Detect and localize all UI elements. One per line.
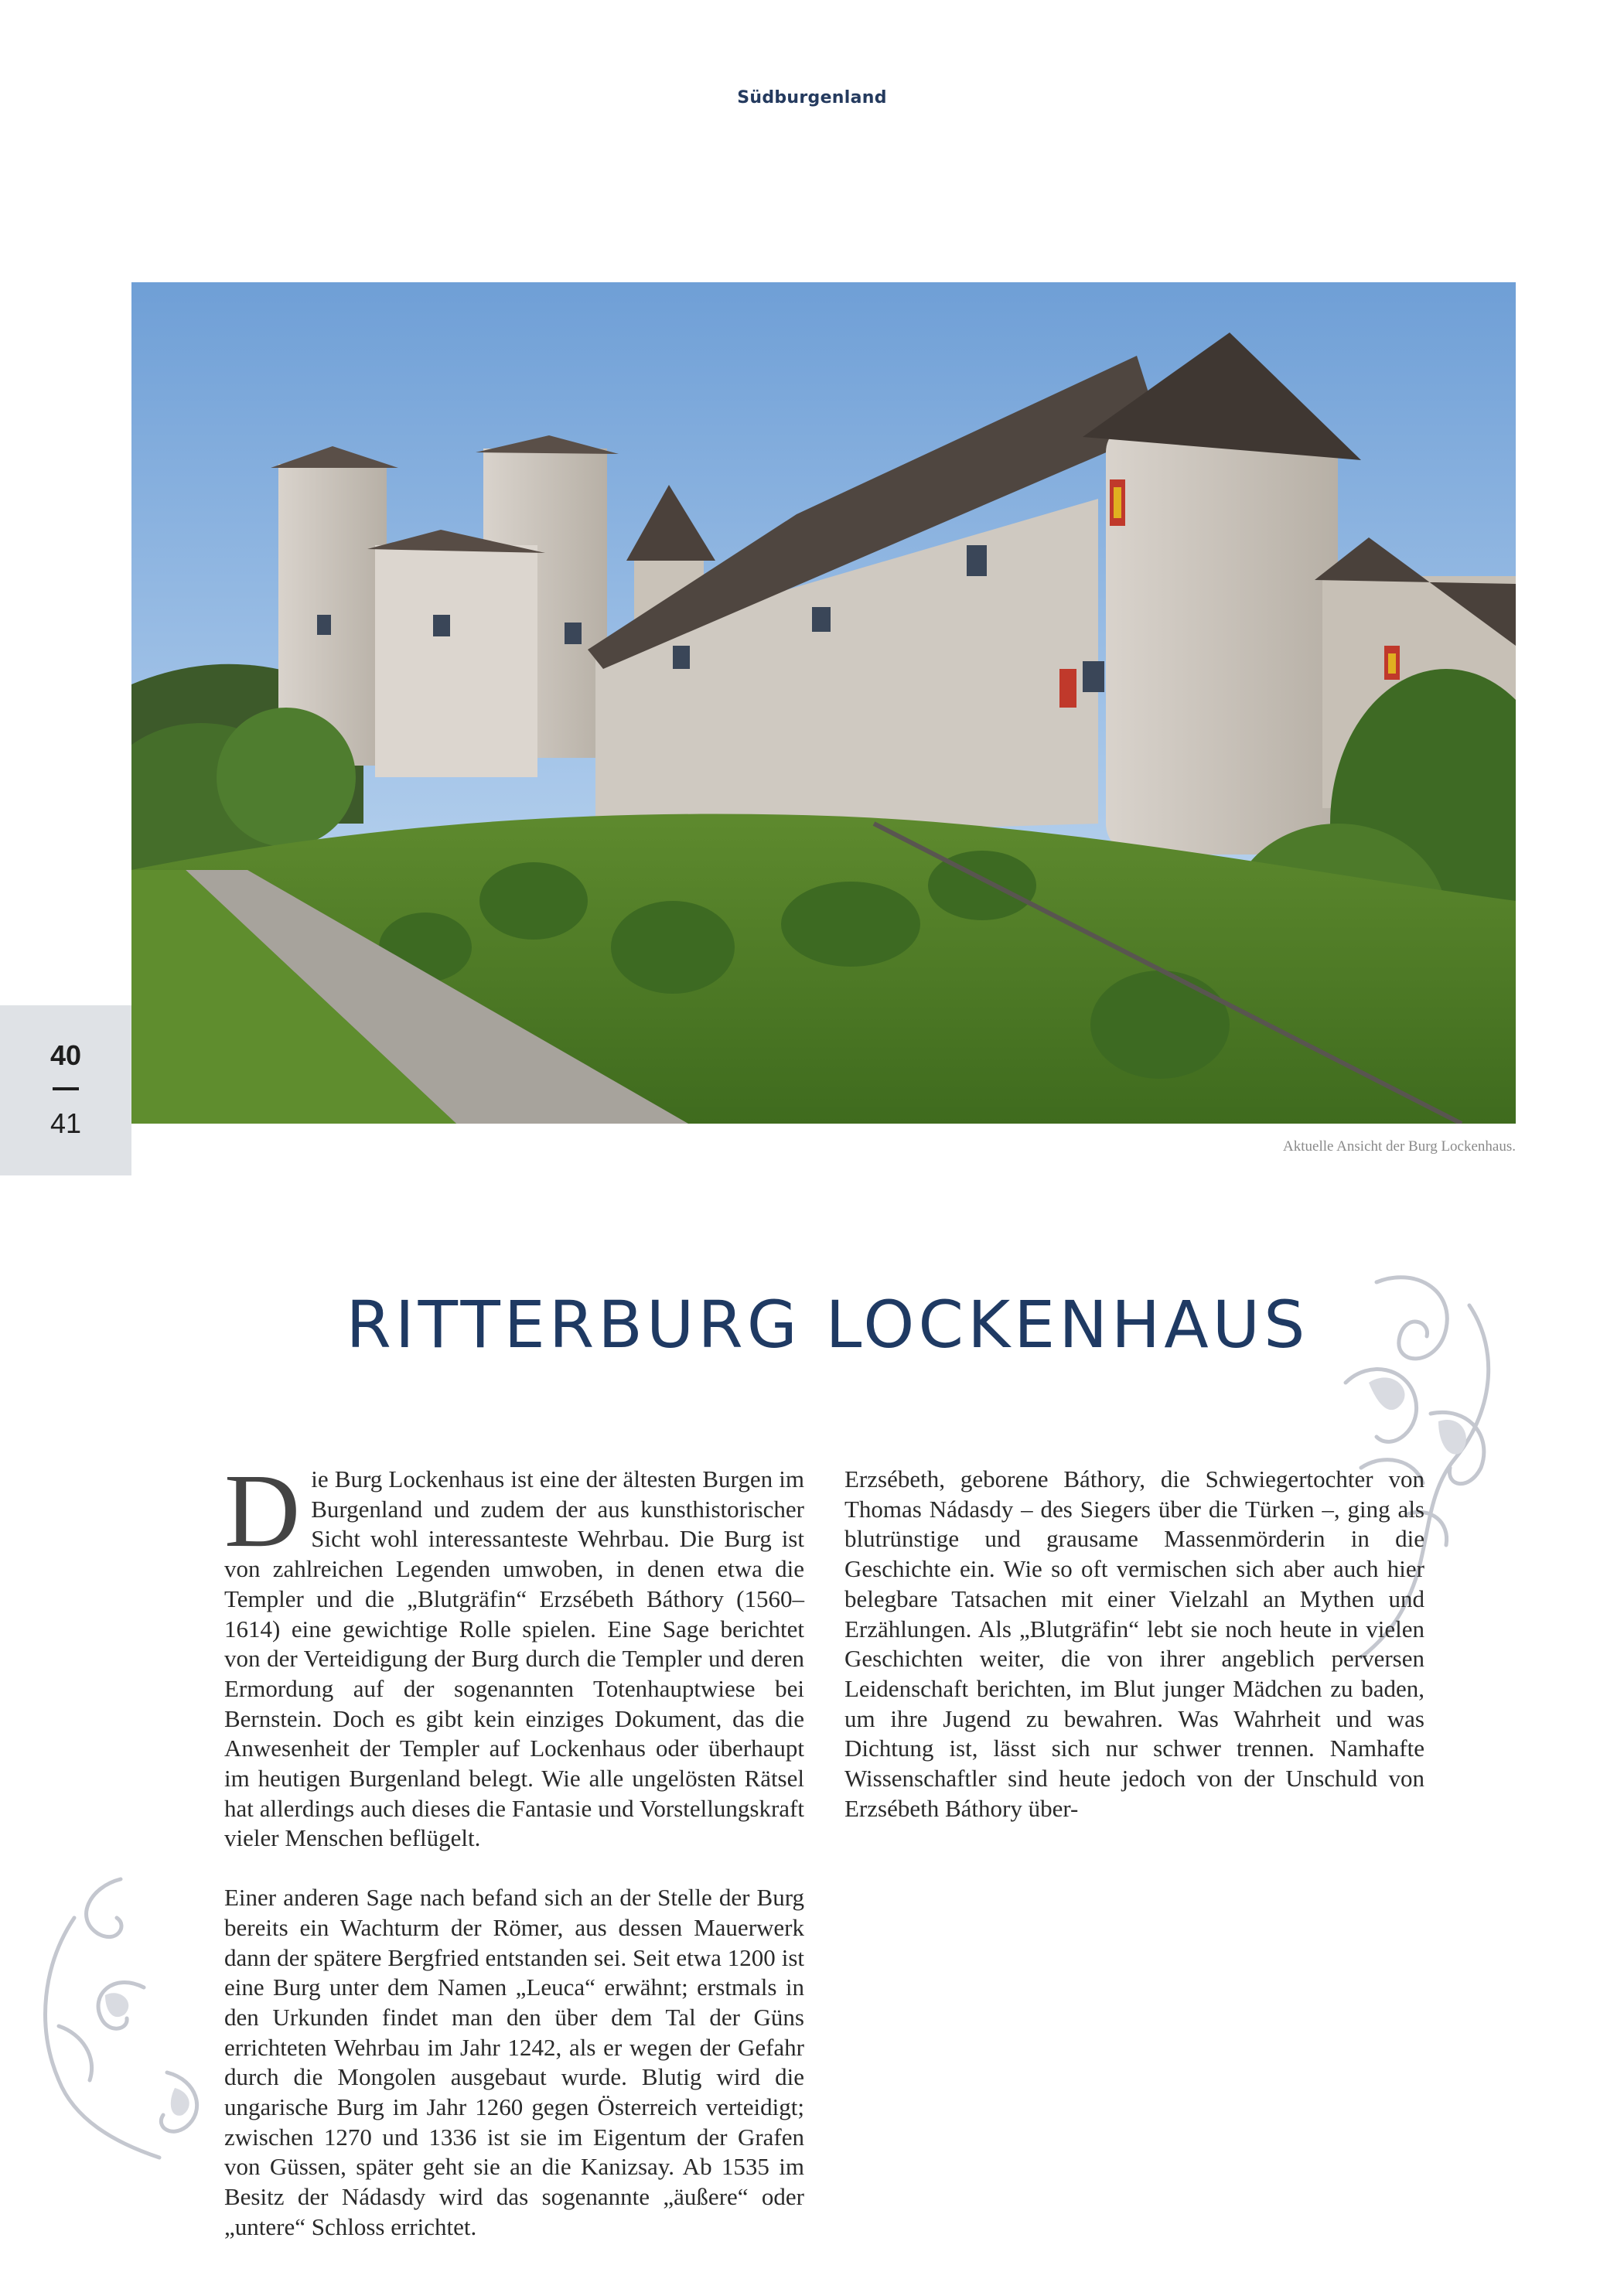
photo-caption: Aktuelle Ansicht der Burg Lockenhaus. <box>1283 1138 1516 1155</box>
page-number-divider <box>53 1087 79 1090</box>
page-number-left: 40 <box>49 1039 82 1071</box>
paragraph-bathory: Erzsébeth, geborene Báthory, die Schwiegertochter von Thomas Nádasdy – des Siegers über die Türken –, ging als blutrünstige und grausame Massenmörderin in die Geschichte ein. Wie so oft vermischen sich aber auch hier belegbare Tatsachen mit einer Vielzahl an Mythen und Erzählungen. Als „Blutgräfin“ lebt sie noch heute in vielen Geschichten weiter, die von ihrer angeblich perversen Leidenschaft berichten, im Blut junger Mädchen zu baden, um ihre Jugend zu bewahren. Was Wahrheit und was Dichtung ist, lässt sich nur schwer trennen. Namhafte Wissenschaftler sind heute jedoch von der Unschuld von Erzsébeth Báthory über- <box>844 1465 1424 1822</box>
article-title: RITTERBURG LOCKENHAUS <box>346 1287 1309 1363</box>
paragraph-history: Einer anderen Sage nach befand sich an der Stelle der Burg bereits ein Wachturm der Römer, aus dessen Mauerwerk dann der spätere Bergfried entstanden sei. Seit etwa 1200 ist eine Burg unter dem Namen „Leuca“ erwähnt; erstmals in den Urkunden findet man den über dem Tal der Güns errichteten Wehrbau im Jahr 1242, als er wegen der Gefahr durch die Mongolen ausgebaut wurde. Blutig wird die ungarische Burg im Jahr 1260 gegen Österreich verteidigt; zwischen 1270 und 1336 ist sie im Eigentum der Grafen von Güssen, später geht sie an die Kanizsay. Ab 1535 im Besitz der Nádasdy wird das sogenannte „äußere“ oder „untere“ Schloss errichtet. <box>224 1884 804 2240</box>
drop-cap: D <box>224 1453 301 1569</box>
text-column-right <box>844 1465 1424 1853</box>
page-number-right: 41 <box>49 1107 82 1139</box>
paragraph-intro-text: ie Burg Lockenhaus ist eine der ältesten Burgen im Burgenland und zudem der aus kunsthistorischer Sicht wohl interessanteste Wehrbau. Die Burg ist von zahlreichen Legenden umwoben, in denen etwa die Templer und die „Blutgräfin“ Erzsébeth Báthory (1560–1614) eine gewichtige Rolle spielen. Eine Sage berichtet von der Verteidigung der Burg durch die Templer und deren Ermordung auf der sogenannten Totenhauptwiese bei Bernstein. Doch es gibt kein einziges Dokument, das die Anwesenheit der Templer auf Lockenhaus oder überhaupt im heutigen Burgenland belegt. Wie alle ungelösten Rätsel hat allerdings auch dieses die Fantasie und Vorstellungskraft vieler Menschen beflügelt. <box>224 1465 804 1852</box>
acanthus-ornament-icon <box>28 1871 213 2165</box>
paragraph-intro <box>224 1453 804 1854</box>
castle-photo <box>131 282 1516 1124</box>
running-header: Südburgenland <box>737 88 887 107</box>
page-number-tab <box>0 1005 131 1175</box>
text-column-left <box>224 1453 804 2272</box>
